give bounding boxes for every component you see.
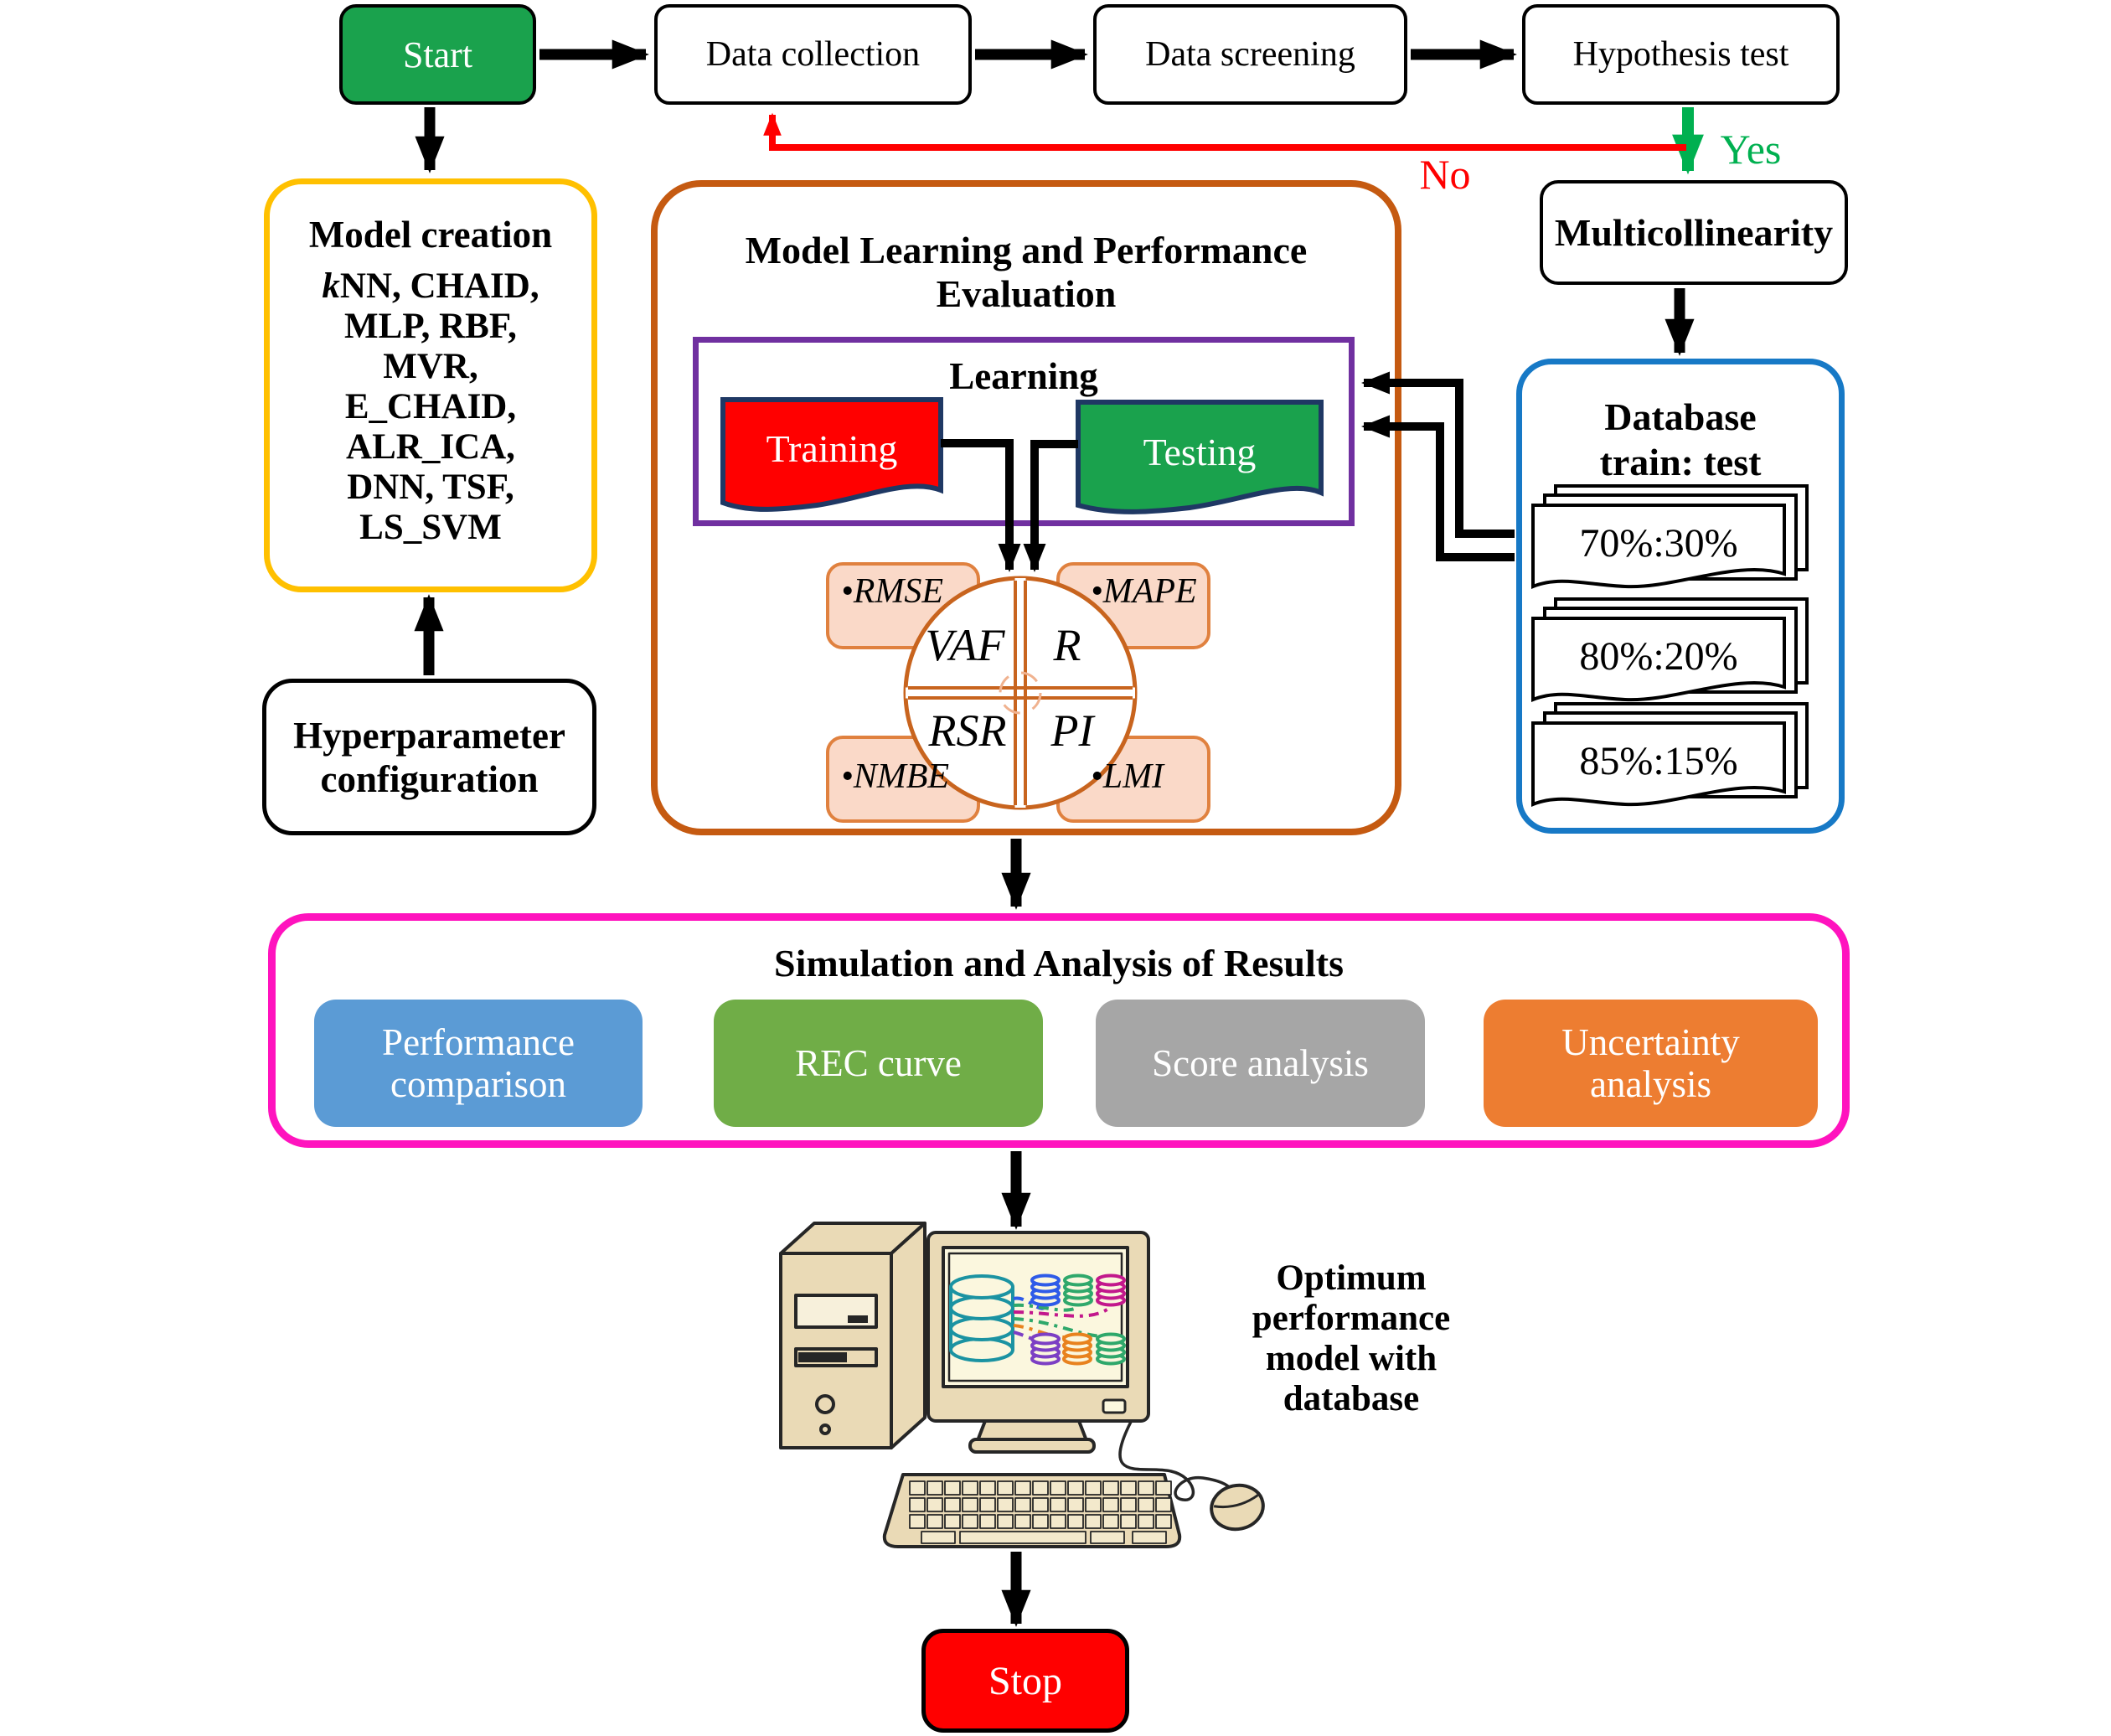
performance-comparison-box: Performance comparison: [314, 1000, 643, 1127]
model-list-line: MLP, RBF,: [344, 307, 517, 346]
stop-node: Stop: [921, 1629, 1129, 1733]
model-list-line: LS_SVM: [359, 508, 502, 547]
model-creation-box: [264, 178, 597, 592]
rmse-label: •RMSE: [841, 572, 944, 611]
knn-k: k: [322, 266, 340, 306]
optimum-caption-line4: database: [1283, 1379, 1420, 1418]
data-collection-node: Data collection: [654, 4, 972, 105]
data-screening-node: Data screening: [1093, 4, 1407, 105]
database-title: [1600, 395, 1762, 485]
learning-title: Learning: [949, 355, 1098, 397]
knn-rest: NN, CHAID,: [339, 266, 539, 306]
no-label: No: [1419, 151, 1471, 198]
rsr-label: RSR: [928, 705, 1007, 756]
database-title-line1: Database: [1604, 395, 1757, 438]
optimum-caption-line1: Optimum: [1276, 1258, 1427, 1298]
testing-label: Testing: [1143, 430, 1257, 473]
score-analysis-box: Score analysis: [1096, 1000, 1425, 1127]
model-list-line: ALR_ICA,: [346, 427, 515, 467]
multicollinearity-node: Multicollinearity: [1540, 180, 1848, 285]
model-list-line: [322, 266, 539, 307]
start-node: Start: [339, 4, 536, 105]
lmi-label: •LMI: [1091, 757, 1164, 796]
evaluation-title: [746, 229, 1308, 316]
hyperparameter-line1: Hyperparameter: [293, 714, 565, 757]
split-70-30-label: 70%:30%: [1579, 520, 1738, 566]
hyperparameter-line2: configuration: [320, 757, 539, 800]
database-title-line2: train: test: [1599, 441, 1762, 483]
split-85-15-label: 85%:15%: [1579, 738, 1738, 783]
mouse-icon: [1207, 1480, 1267, 1534]
pi-label: PI: [1050, 705, 1094, 756]
tower-icon: [781, 1223, 925, 1448]
nmbe-label: •NMBE: [841, 757, 950, 796]
r-label: R: [1053, 620, 1081, 670]
mape-label: •MAPE: [1091, 572, 1197, 611]
yes-label: Yes: [1720, 126, 1782, 173]
vaf-label: VAF: [925, 620, 1005, 670]
optimum-caption-line2: performance: [1252, 1299, 1451, 1338]
training-label: Training: [766, 426, 898, 470]
model-list-line: E_CHAID,: [344, 387, 517, 426]
computer-illustration: [781, 1223, 1267, 1547]
model-creation-title: Model creation: [308, 214, 553, 256]
optimum-caption: [1213, 1258, 1489, 1419]
model-list-line: MVR,: [383, 347, 478, 386]
split-80-20-label: 80%:20%: [1579, 633, 1738, 679]
model-list-line: DNN, TSF,: [347, 468, 514, 507]
rec-curve-box: REC curve: [714, 1000, 1043, 1127]
uncertainty-analysis-box: Uncertainty analysis: [1484, 1000, 1818, 1127]
evaluation-title-line1: Model Learning and Performance: [745, 229, 1308, 271]
simulation-title: Simulation and Analysis of Results: [774, 942, 1344, 984]
hypothesis-test-node: Hypothesis test: [1522, 4, 1840, 105]
hyperparameter-box: [262, 679, 596, 835]
optimum-caption-line3: model with: [1265, 1339, 1437, 1378]
evaluation-title-line2: Evaluation: [936, 272, 1117, 315]
